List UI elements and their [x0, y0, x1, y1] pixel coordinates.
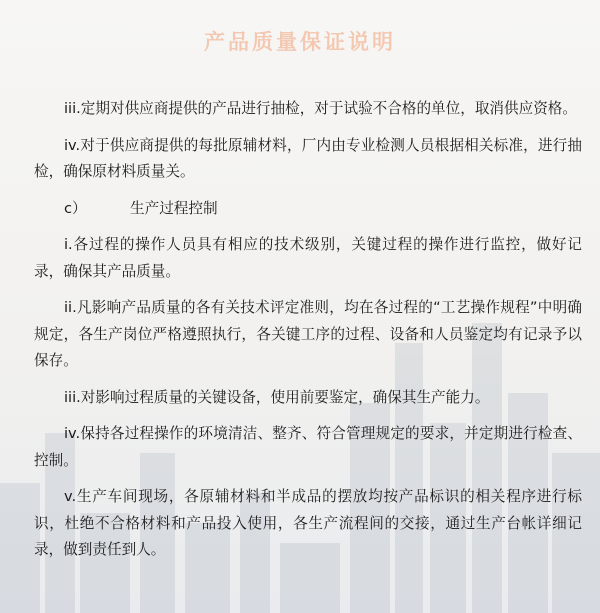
document-title: 产品质量保证说明 — [204, 30, 396, 54]
section-title: 生产过程控制 — [130, 199, 218, 217]
section-heading — [34, 196, 582, 223]
document-body — [34, 96, 582, 574]
paragraph-iii-supplier-inspection: iii.定期对供应商提供的产品进行抽检，对于试验不合格的单位，取消供应资格。 — [64, 100, 577, 117]
section-number: c） — [64, 199, 87, 217]
paragraph-iii-key-equipment: iii.对影响过程质量的关键设备，使用前要鉴定，确保其生产能力。 — [64, 388, 490, 406]
paragraph-iv-environment: iv.保持各过程操作的环境清洁、整齐、符合管理规定的要求，并定期进行检查、控制。 — [34, 425, 582, 469]
paragraph-i-operator-level: i.各过程的操作人员具有相应的技术级别，关键过程的操作进行监控，做好记录，确保其产品质量。 — [34, 236, 582, 280]
paragraph-iv-raw-material-inspection: iv.对于供应商提供的每批原辅材料，厂内由专业检测人员根据相关标准，进行抽检，确保原材料质量关。 — [34, 136, 582, 180]
paragraph-v-workshop-site: v.生产车间现场，各原辅材料和半成品的摆放均按产品标识的相关程序进行标识，杜绝不合格材料和产品投入使用，各生产流程间的交接，通过生产台帐详细记录，做到责任到人。 — [34, 488, 582, 558]
paragraph-ii-process-rules: ii.凡影响产品质量的各有关技术评定准则，均在各过程的“工艺操作规程”中明确规定，各生产岗位严格遵照执行，各关键工序的过程、设备和人员鉴定均有记录予以保存。 — [34, 299, 582, 369]
